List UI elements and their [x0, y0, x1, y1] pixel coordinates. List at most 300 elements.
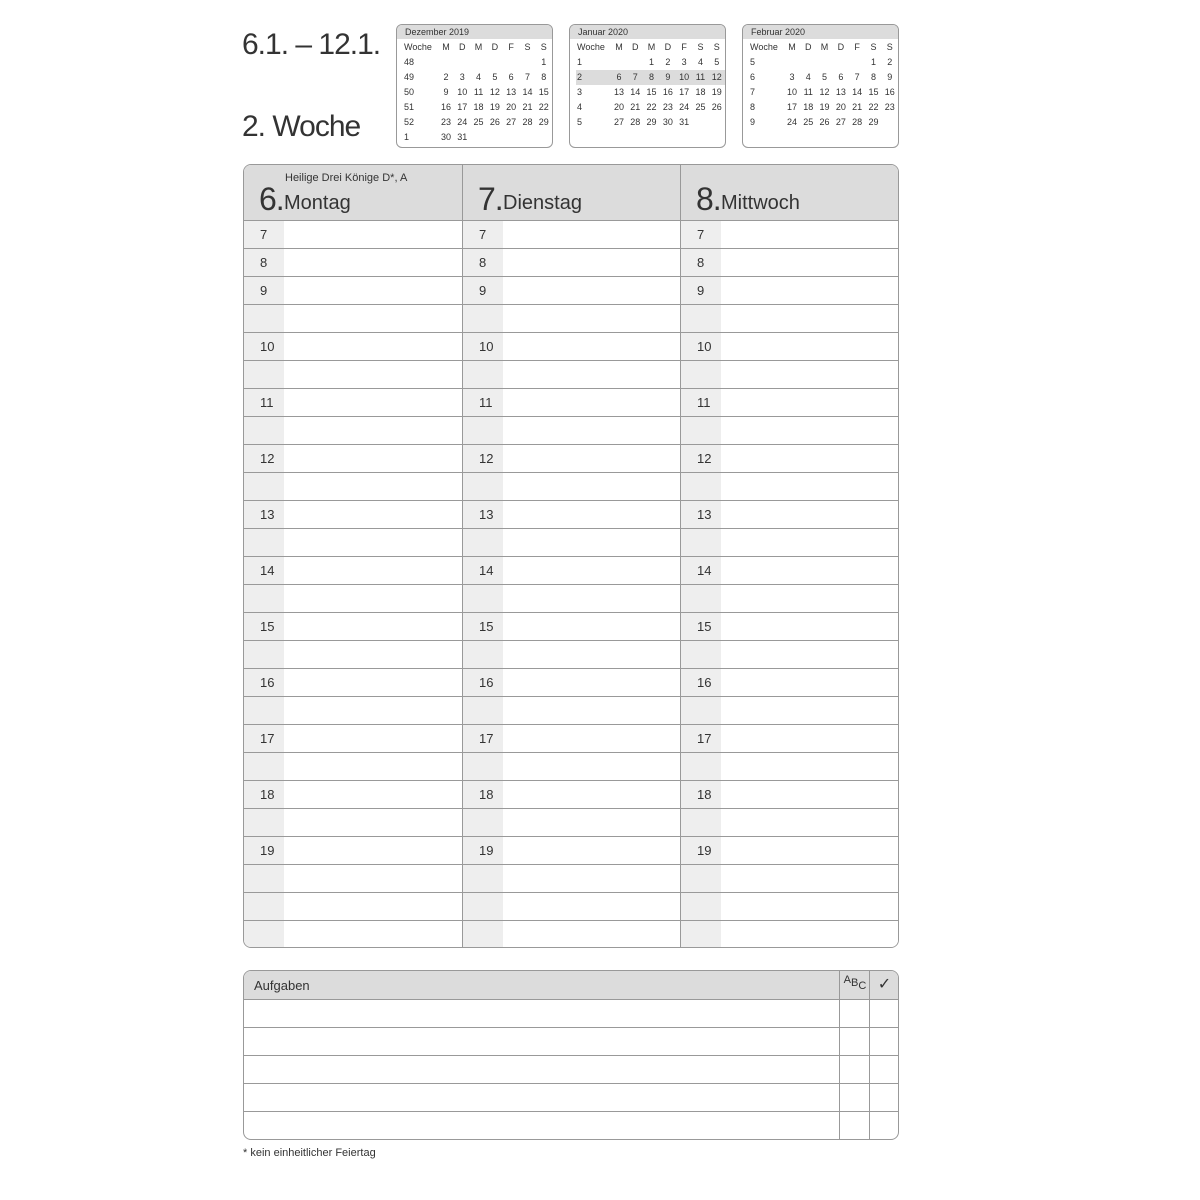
time-slot-row[interactable] — [681, 333, 899, 361]
mini-calendar-day — [503, 130, 519, 145]
mini-calendar-week-row — [576, 85, 725, 100]
mini-calendar-title: Januar 2020 — [570, 25, 725, 39]
time-slot-row[interactable] — [244, 557, 462, 585]
time-slot-row[interactable] — [681, 389, 899, 417]
mini-calendar-column-header: Woche — [577, 42, 605, 52]
checkmark-icon: ✓ — [877, 976, 892, 993]
hour-label: 8 — [697, 255, 705, 270]
mini-calendar-day: 4 — [697, 57, 703, 67]
hour-label: 18 — [479, 787, 494, 802]
mini-calendar-column-header: D — [664, 42, 672, 52]
mini-calendar-day — [816, 55, 832, 70]
mini-calendar-week-number: 7 — [750, 87, 756, 97]
hour-label: 13 — [260, 507, 275, 522]
time-slot-row[interactable] — [463, 361, 681, 389]
mini-calendar-day: 23 — [440, 117, 451, 127]
mini-calendar-day — [536, 130, 552, 145]
hour-label: 9 — [260, 283, 268, 298]
mini-calendar-day: 23 — [884, 102, 895, 112]
time-slot-row[interactable] — [244, 305, 462, 333]
mini-calendar-column-header: M — [820, 42, 829, 52]
mini-calendar-week-number: 9 — [750, 117, 756, 127]
day-number: 7. — [478, 181, 503, 217]
mini-calendar-day — [611, 55, 627, 70]
time-slot-row[interactable] — [681, 893, 899, 921]
time-slot-row[interactable] — [463, 305, 681, 333]
mini-calendar-day: 2 — [443, 72, 449, 82]
time-slot-row[interactable] — [463, 669, 681, 697]
mini-calendar-day: 26 — [489, 117, 500, 127]
mini-calendar-title: Dezember 2019 — [397, 25, 552, 39]
hour-label: 7 — [479, 227, 487, 242]
mini-calendar-week-number: 4 — [577, 102, 583, 112]
hour-label: 17 — [479, 731, 494, 746]
tasks-header — [244, 971, 898, 1000]
time-slot-row[interactable] — [244, 613, 462, 641]
mini-calendar-day: 14 — [630, 87, 641, 97]
mini-calendar — [742, 24, 899, 148]
mini-calendar-day: 31 — [457, 132, 468, 142]
mini-calendar-day: 12 — [489, 87, 500, 97]
time-slot-row[interactable] — [244, 585, 462, 613]
mini-calendar-day: 6 — [611, 70, 627, 85]
mini-calendar-column-header: S — [697, 42, 704, 52]
time-slot-row[interactable] — [463, 501, 681, 529]
mini-calendar-column-header: D — [837, 42, 845, 52]
mini-calendar-day: 3 — [681, 57, 687, 67]
time-slot-row[interactable] — [463, 753, 681, 781]
hour-label: 11 — [697, 395, 711, 410]
mini-calendar-day — [692, 115, 708, 130]
time-slot-row[interactable] — [244, 837, 462, 865]
hour-label: 9 — [697, 283, 705, 298]
time-slot-row[interactable] — [681, 585, 899, 613]
mini-calendar-day: 6 — [838, 72, 844, 82]
time-slot-row[interactable] — [681, 809, 899, 837]
time-slot-row[interactable] — [244, 921, 462, 948]
mini-calendar-week-number: 49 — [404, 72, 415, 82]
mini-calendar — [396, 24, 553, 148]
mini-calendar-day: 18 — [473, 102, 484, 112]
time-slot-row[interactable] — [463, 893, 681, 921]
mini-calendar-week-number: 52 — [404, 117, 415, 127]
mini-calendar-day: 15 — [868, 87, 879, 97]
time-slot-row[interactable] — [463, 781, 681, 809]
hour-label: 15 — [479, 619, 494, 634]
mini-calendar-week-row — [403, 55, 552, 70]
mini-calendar-day: 6 — [508, 72, 514, 82]
mini-calendar-column-header: M — [647, 42, 656, 52]
time-slot-row[interactable] — [463, 837, 681, 865]
priority-letter-c: C — [858, 980, 867, 992]
mini-calendar-column-header: S — [870, 42, 877, 52]
mini-calendar-column-header: M — [788, 42, 796, 52]
mini-calendar-day: 25 — [695, 102, 706, 112]
mini-calendar-day: 16 — [440, 102, 451, 112]
time-slot-row[interactable] — [244, 641, 462, 669]
mini-calendar-day: 30 — [440, 132, 451, 142]
time-slot-row[interactable] — [463, 613, 681, 641]
time-slot-row[interactable] — [681, 277, 899, 305]
task-row[interactable] — [244, 1084, 898, 1112]
mini-calendar-day: 5 — [822, 72, 828, 82]
mini-calendar-day — [833, 55, 849, 70]
mini-calendar-column-header: S — [540, 42, 547, 52]
mini-calendar-day — [438, 55, 454, 70]
hour-label: 7 — [260, 227, 268, 242]
mini-calendar-day — [470, 55, 486, 70]
time-slot-row[interactable] — [681, 417, 899, 445]
mini-calendar-day: 13 — [506, 87, 517, 97]
tasks-title: Aufgaben — [254, 978, 310, 993]
mini-calendar-week-number: 6 — [750, 72, 756, 82]
mini-calendar-week-row — [749, 55, 898, 70]
hour-label: 9 — [479, 283, 487, 298]
hour-label: 8 — [260, 255, 268, 270]
mini-calendar-day: 16 — [884, 87, 895, 97]
check-column-divider — [869, 971, 870, 1139]
time-slot-row[interactable] — [244, 221, 462, 249]
mini-calendar-week-number: 51 — [404, 102, 415, 112]
time-slot-row[interactable] — [463, 529, 681, 557]
time-slot-row[interactable] — [681, 445, 899, 473]
time-slot-row[interactable] — [681, 697, 899, 725]
hour-label: 18 — [697, 787, 712, 802]
mini-calendar-week-row — [749, 100, 898, 115]
hour-label: 10 — [479, 339, 494, 354]
time-slot-row[interactable] — [681, 221, 899, 249]
mini-calendar-day: 2 — [665, 57, 671, 67]
mini-calendar-week-row — [403, 70, 552, 85]
time-slot-row[interactable] — [681, 641, 899, 669]
time-slot-row[interactable] — [463, 333, 681, 361]
mini-calendar-week-number: 5 — [750, 57, 756, 67]
mini-calendar-day: 13 — [835, 87, 846, 97]
time-slot-row[interactable] — [681, 249, 899, 277]
time-slot-row[interactable] — [244, 249, 462, 277]
mini-calendar-day: 21 — [630, 102, 641, 112]
time-slot-row[interactable] — [244, 277, 462, 305]
time-slot-row[interactable] — [463, 417, 681, 445]
mini-calendar-day: 19 — [819, 102, 830, 112]
mini-calendar-day: 17 — [679, 87, 690, 97]
day-header — [463, 165, 681, 221]
mini-calendar-week-row — [576, 55, 725, 70]
time-slot-row[interactable] — [681, 865, 899, 893]
time-slot-row[interactable] — [463, 585, 681, 613]
mini-calendar-column-header: D — [632, 42, 639, 52]
mini-calendar-day: 29 — [538, 117, 549, 127]
time-slot-row[interactable] — [463, 221, 681, 249]
hour-label: 13 — [697, 507, 712, 522]
mini-calendar-day: 27 — [613, 117, 624, 127]
mini-calendar-day: 14 — [522, 87, 533, 97]
mini-calendar-column-header: F — [854, 42, 860, 52]
day-column — [462, 165, 681, 947]
hour-label: 12 — [697, 451, 712, 466]
hour-label: 12 — [260, 451, 275, 466]
mini-calendar-day: 24 — [786, 117, 797, 127]
mini-calendar-column-header: S — [713, 42, 720, 52]
hour-label: 10 — [260, 339, 275, 354]
mini-calendar-day: 18 — [803, 102, 814, 112]
day-grid — [243, 164, 899, 948]
mini-calendar-day: 1 — [870, 57, 876, 67]
mini-calendar-column-header: M — [474, 42, 483, 52]
mini-calendar-day: 7 — [524, 72, 530, 82]
holiday-label: Heilige Drei Könige D*, A — [285, 172, 408, 184]
mini-calendar-day: 1 — [541, 57, 547, 67]
mini-calendar-day: 8 — [541, 72, 547, 82]
mini-calendar-day — [470, 130, 486, 145]
time-slot-row[interactable] — [681, 753, 899, 781]
mini-calendar-day — [849, 55, 865, 70]
hour-label: 11 — [260, 395, 274, 410]
mini-calendar-day — [709, 115, 725, 130]
hour-label: 8 — [479, 255, 487, 270]
time-slot-row[interactable] — [681, 781, 899, 809]
mini-calendar-day — [519, 55, 535, 70]
footnote: * kein einheitlicher Feiertag — [243, 1147, 376, 1159]
mini-calendar-day: 29 — [646, 117, 657, 127]
mini-calendar-day: 2 — [887, 57, 893, 67]
time-slot-row[interactable] — [244, 697, 462, 725]
mini-calendar-day: 26 — [711, 102, 722, 112]
mini-calendar-week-row — [576, 115, 725, 130]
mini-calendar-day: 9 — [443, 87, 449, 97]
mini-calendar-day: 22 — [646, 102, 657, 112]
time-slot-row[interactable] — [244, 725, 462, 753]
time-slot-row[interactable] — [244, 893, 462, 921]
time-slot-row[interactable] — [463, 557, 681, 585]
mini-calendar-day: 5 — [714, 57, 720, 67]
week-title: 2. Woche — [242, 110, 361, 143]
priority-column-header — [841, 974, 869, 992]
time-slot-row[interactable] — [244, 417, 462, 445]
mini-calendar-day: 12 — [709, 70, 725, 85]
mini-calendar-day: 28 — [630, 117, 641, 127]
mini-calendar-column-header: D — [805, 42, 812, 52]
mini-calendar-day: 11 — [803, 87, 813, 97]
day-column — [680, 165, 899, 947]
time-slot-row[interactable] — [681, 669, 899, 697]
mini-calendar-day: 28 — [522, 117, 533, 127]
mini-calendar-day: 12 — [819, 87, 830, 97]
mini-calendar-day: 8 — [870, 72, 876, 82]
time-slot-row[interactable] — [244, 389, 462, 417]
mini-calendar-day: 13 — [613, 87, 624, 97]
time-slot-row[interactable] — [463, 473, 681, 501]
mini-calendar-title: Februar 2020 — [743, 25, 898, 39]
time-slot-row[interactable] — [244, 501, 462, 529]
time-slot-row[interactable] — [681, 501, 899, 529]
mini-calendar-day: 17 — [786, 102, 797, 112]
mini-calendar-column-header: Woche — [750, 42, 778, 52]
hour-label: 17 — [697, 731, 712, 746]
time-slot-row[interactable] — [681, 725, 899, 753]
mini-calendar-day: 23 — [662, 102, 673, 112]
mini-calendar-day — [487, 55, 503, 70]
hour-label: 19 — [479, 843, 494, 858]
hour-label: 14 — [260, 563, 275, 578]
hour-label: 7 — [697, 227, 705, 242]
mini-calendar-day: 7 — [854, 72, 860, 82]
time-slot-row[interactable] — [681, 473, 899, 501]
mini-calendar-day: 9 — [660, 70, 676, 85]
mini-calendar-day: 16 — [662, 87, 673, 97]
mini-calendar-day: 3 — [459, 72, 465, 82]
mini-calendar-day: 20 — [506, 102, 517, 112]
mini-calendar-week-row — [403, 115, 552, 130]
mini-calendar-day: 31 — [679, 117, 690, 127]
mini-calendar-column-header: D — [491, 42, 499, 52]
day-name: Mittwoch — [721, 192, 800, 214]
hour-label: 10 — [697, 339, 712, 354]
mini-calendar-day: 26 — [819, 117, 830, 127]
time-slot-row[interactable] — [244, 781, 462, 809]
mini-calendar-week-row — [749, 115, 898, 130]
time-slot-row[interactable] — [463, 641, 681, 669]
mini-calendar-day: 4 — [805, 72, 811, 82]
mini-calendar-day: 11 — [473, 87, 484, 97]
time-slot-row[interactable] — [244, 753, 462, 781]
hour-label: 16 — [697, 675, 712, 690]
mini-calendar-day: 20 — [613, 102, 624, 112]
mini-calendar-week-number: 3 — [577, 87, 583, 97]
time-slot-row[interactable] — [463, 249, 681, 277]
mini-calendar-day: 10 — [676, 70, 692, 85]
day-header — [244, 165, 462, 221]
mini-calendar-week-row — [403, 130, 552, 145]
time-slot-row[interactable] — [463, 725, 681, 753]
mini-calendar-day — [454, 55, 470, 70]
mini-calendar-day: 11 — [692, 70, 708, 85]
task-row[interactable] — [244, 1112, 898, 1139]
day-number: 6. — [259, 181, 284, 217]
hour-label: 11 — [479, 395, 493, 410]
time-slot-row[interactable] — [463, 697, 681, 725]
time-slot-row[interactable] — [244, 809, 462, 837]
time-slot-row[interactable] — [463, 277, 681, 305]
mini-calendar-day — [487, 130, 503, 145]
time-slot-row[interactable] — [463, 809, 681, 837]
time-slot-row[interactable] — [463, 865, 681, 893]
time-slot-row[interactable] — [463, 389, 681, 417]
hour-label: 16 — [260, 675, 275, 690]
time-slot-row[interactable] — [681, 305, 899, 333]
mini-calendar-column-header: S — [886, 42, 893, 52]
mini-calendar-day — [784, 55, 800, 70]
mini-calendar-week-number: 5 — [577, 117, 583, 127]
day-column — [244, 165, 462, 947]
tasks-box — [243, 970, 899, 1140]
mini-calendar-day: 14 — [852, 87, 863, 97]
mini-calendar-week-number: 2 — [576, 70, 611, 85]
priority-column-divider — [839, 971, 840, 1139]
mini-calendar-day: 7 — [627, 70, 643, 85]
mini-calendar-column-header: Woche — [404, 42, 432, 52]
time-slot-row[interactable] — [244, 669, 462, 697]
time-slot-row[interactable] — [244, 473, 462, 501]
mini-calendar-week-row — [403, 85, 552, 100]
mini-calendar-week-number: 50 — [404, 87, 415, 97]
task-row[interactable] — [244, 1028, 898, 1056]
time-slot-row[interactable] — [244, 865, 462, 893]
hour-label: 17 — [260, 731, 275, 746]
time-slot-row[interactable] — [681, 613, 899, 641]
mini-calendar-week-number: 48 — [404, 57, 415, 67]
mini-calendar-column-header: F — [681, 42, 687, 52]
mini-calendar-day: 25 — [803, 117, 814, 127]
hour-label: 12 — [479, 451, 494, 466]
mini-calendar-week-row — [576, 70, 725, 85]
mini-calendar-day: 27 — [506, 117, 517, 127]
date-range: 6.1. – 12.1. — [242, 28, 381, 61]
time-slot-row[interactable] — [244, 333, 462, 361]
hour-label: 18 — [260, 787, 275, 802]
mini-calendar-week-number: 1 — [404, 132, 410, 142]
time-slot-row[interactable] — [681, 529, 899, 557]
time-slot-row[interactable] — [463, 445, 681, 473]
mini-calendar-week-row — [749, 85, 898, 100]
hour-label: 15 — [697, 619, 712, 634]
mini-calendar-day: 24 — [457, 117, 468, 127]
mini-calendar-day: 24 — [679, 102, 690, 112]
time-slot-row[interactable] — [244, 445, 462, 473]
time-slot-row[interactable] — [244, 529, 462, 557]
mini-calendar-day: 4 — [476, 72, 482, 82]
hour-label: 15 — [260, 619, 275, 634]
mini-calendar-day: 5 — [492, 72, 498, 82]
hour-label: 14 — [697, 563, 712, 578]
mini-calendar-day: 22 — [868, 102, 879, 112]
mini-calendar-day: 21 — [522, 102, 533, 112]
mini-calendar-day: 10 — [786, 87, 797, 97]
mini-calendar-day: 10 — [457, 87, 468, 97]
time-slot-row[interactable] — [681, 557, 899, 585]
hour-label: 19 — [260, 843, 275, 858]
mini-calendar-day — [503, 55, 519, 70]
time-slot-row[interactable] — [681, 921, 899, 948]
mini-calendar-column-header: M — [442, 42, 450, 52]
day-header — [681, 165, 899, 221]
mini-calendar-day — [627, 55, 643, 70]
time-slot-row[interactable] — [463, 921, 681, 948]
task-rows — [244, 1000, 898, 1139]
day-name: Montag — [284, 192, 351, 214]
task-row[interactable] — [244, 1000, 898, 1028]
mini-calendar-day: 3 — [789, 72, 795, 82]
time-slot-row[interactable] — [681, 837, 899, 865]
time-slot-row[interactable] — [244, 361, 462, 389]
mini-calendar-day: 19 — [489, 102, 500, 112]
mini-calendar-day: 18 — [695, 87, 706, 97]
mini-calendar-day: 15 — [538, 87, 549, 97]
time-slot-row[interactable] — [681, 361, 899, 389]
mini-calendar-week-number: 8 — [750, 102, 756, 112]
mini-calendar — [569, 24, 726, 148]
mini-calendar-day: 29 — [868, 117, 879, 127]
task-row[interactable] — [244, 1056, 898, 1084]
day-name: Dienstag — [503, 192, 582, 214]
mini-calendar-day: 22 — [538, 102, 549, 112]
mini-calendar-day: 17 — [457, 102, 468, 112]
hour-label: 13 — [479, 507, 494, 522]
priority-letter-b: B — [851, 977, 859, 989]
mini-calendar-day: 8 — [643, 70, 659, 85]
mini-calendar-day: 21 — [852, 102, 863, 112]
mini-calendar-day: 25 — [473, 117, 484, 127]
